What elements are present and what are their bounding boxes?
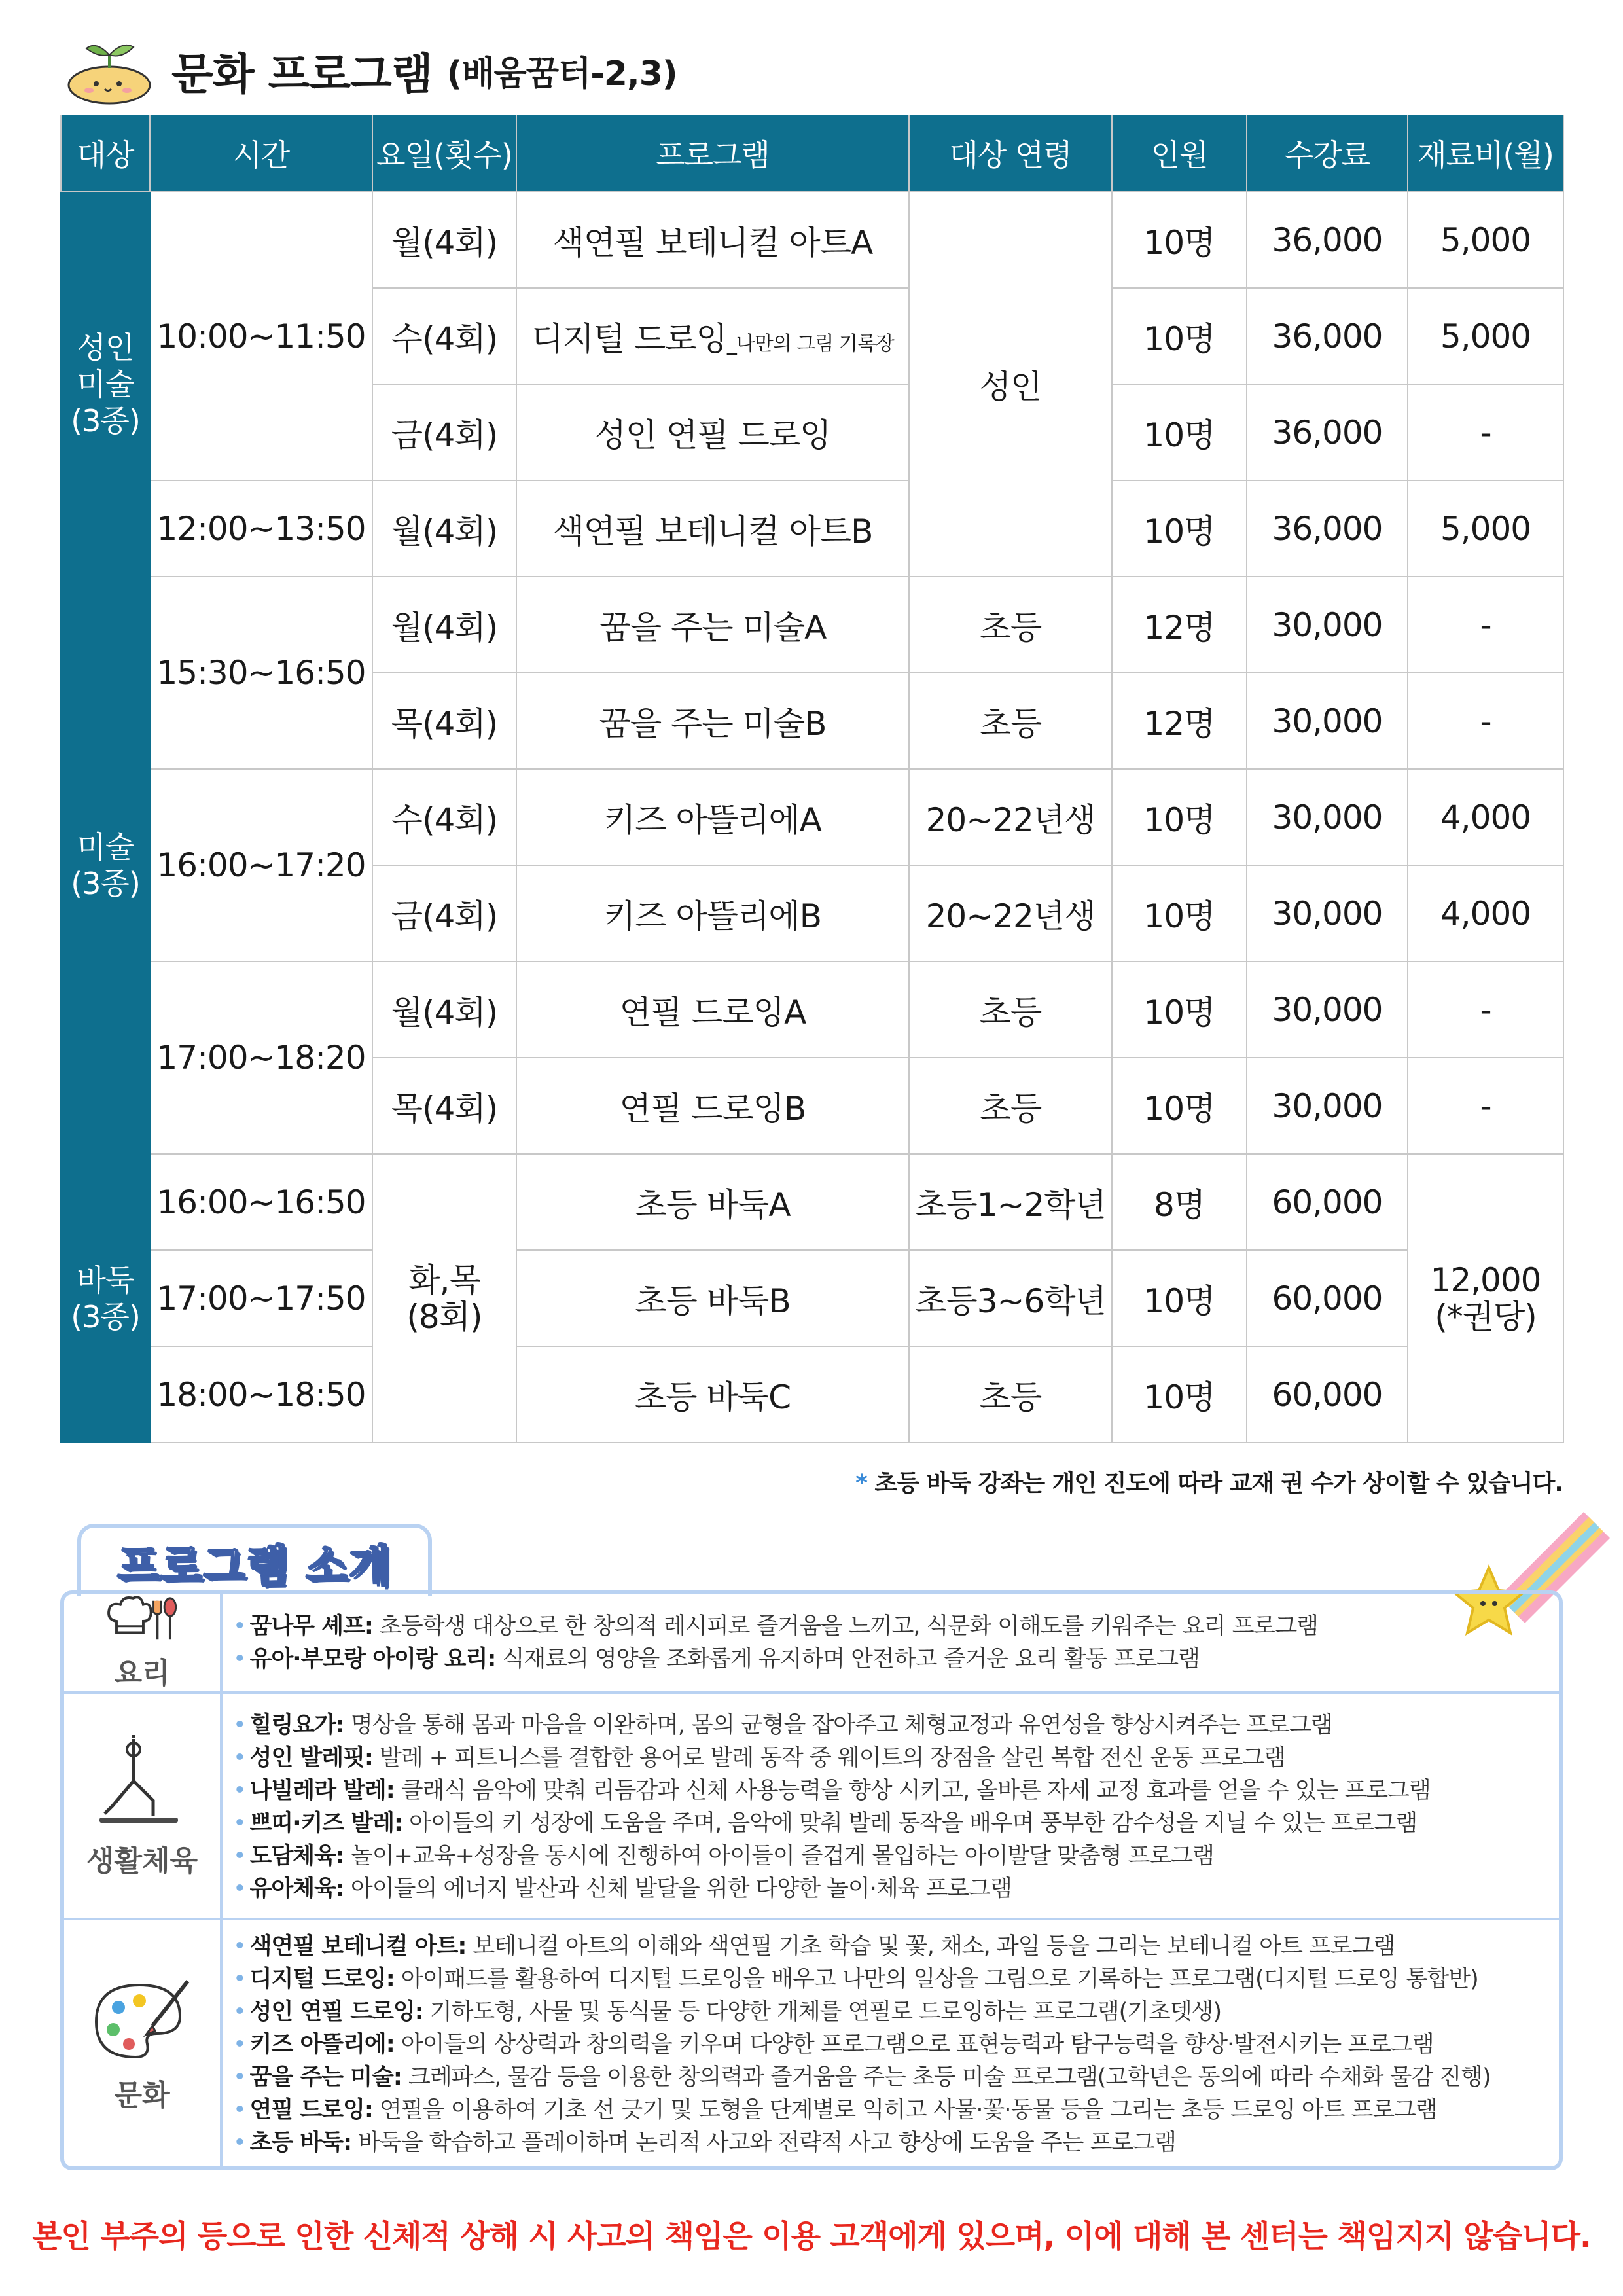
program-cell: 초등 바둑B bbox=[516, 1250, 909, 1346]
people-cell: 10명 bbox=[1112, 1058, 1247, 1154]
day-cell: 화,목 (8회) bbox=[372, 1154, 516, 1443]
day-cell: 수(4회) bbox=[372, 769, 516, 865]
material-cell: 4,000 bbox=[1408, 769, 1563, 865]
age-cell: 20~22년생 bbox=[909, 769, 1112, 865]
material-cell: 4,000 bbox=[1408, 865, 1563, 961]
item-desc: 아이들의 에너지 발산과 신체 발달을 위한 다양한 놀이·체육 프로그램 bbox=[351, 1876, 1012, 1902]
day-cell: 목(4회) bbox=[372, 673, 516, 769]
program-cell: 꿈을 주는 미술B bbox=[516, 673, 909, 769]
yoga-pose-icon bbox=[93, 1735, 191, 1833]
table-footnote bbox=[855, 1465, 1563, 1498]
time-cell: 16:00~17:20 bbox=[150, 769, 372, 961]
material-cell: 12,000 (*권당) bbox=[1408, 1154, 1563, 1443]
people-cell: 10명 bbox=[1112, 961, 1247, 1058]
header-material: 재료비(월) bbox=[1408, 115, 1563, 192]
day-cell: 월(4회) bbox=[372, 961, 516, 1058]
people-cell: 10명 bbox=[1112, 384, 1247, 480]
program-cell bbox=[516, 288, 909, 384]
time-cell: 18:00~18:50 bbox=[150, 1346, 372, 1443]
program-cell: 키즈 아뜰리에B bbox=[516, 865, 909, 961]
item-desc: 아이들의 상상력과 창의력을 키우며 다양한 프로그램으로 표현능력과 탐구능력을 향상·발전시키는 프로그램 bbox=[401, 2032, 1434, 2058]
people-cell: 8명 bbox=[1112, 1154, 1247, 1250]
section-label: 요리 bbox=[114, 1657, 170, 1690]
people-cell: 10명 bbox=[1112, 865, 1247, 961]
list-item: • 꿈나무 셰프: 초등학생 대상으로 한 창의적 레시피로 즐거움을 느끼고, 식문화 이해도를 키워주는 요리 프로그램 bbox=[233, 1613, 1318, 1640]
fee-cell: 30,000 bbox=[1247, 577, 1408, 673]
header-target: 대상 bbox=[61, 115, 150, 192]
category-baduk: 바둑 (3종) bbox=[61, 1154, 150, 1443]
item-name: 꿈나무 셰프: bbox=[249, 1613, 373, 1640]
material-cell: - bbox=[1408, 577, 1563, 673]
item-name: 꿈을 주는 미술: bbox=[249, 2064, 402, 2090]
intro-tab bbox=[77, 1524, 432, 1596]
day-cell: 월(4회) bbox=[372, 192, 516, 288]
section-lines bbox=[233, 1594, 1546, 1691]
header-people: 인원 bbox=[1112, 115, 1247, 192]
time-cell: 17:00~17:50 bbox=[150, 1250, 372, 1346]
header-day: 요일(횟수) bbox=[372, 115, 516, 192]
item-desc: 명상을 통해 몸과 마음을 이완하며, 몸의 균형을 잡아주고 체형교정과 유연성을 향상시켜주는 프로그램 bbox=[351, 1712, 1332, 1738]
list-item: • 초등 바둑: 바둑을 학습하고 플레이하며 논리적 사고와 전략적 사고 향상에 도움을 주는 프로그램 bbox=[233, 2130, 1176, 2156]
program-cell: 초등 바둑C bbox=[516, 1346, 909, 1443]
age-cell: 초등 bbox=[909, 1058, 1112, 1154]
day-cell: 금(4회) bbox=[372, 384, 516, 480]
fee-cell: 60,000 bbox=[1247, 1250, 1408, 1346]
time-cell: 12:00~13:50 bbox=[150, 480, 372, 577]
fee-cell: 30,000 bbox=[1247, 673, 1408, 769]
list-item: • 성인 연필 드로잉: 기하도형, 사물 및 동식물 등 다양한 개체를 연필로 드로잉하는 프로그램(기초뎃생) bbox=[233, 1999, 1222, 2025]
table-header-row bbox=[61, 115, 1563, 192]
age-cell: 초등 bbox=[909, 673, 1112, 769]
item-desc: 연필을 이용하여 기초 선 긋기 및 도형을 단계별로 익히고 사물·꽃·동물 등을 그리는 초등 드로잉 아트 프로그램 bbox=[380, 2097, 1437, 2123]
material-cell: - bbox=[1408, 673, 1563, 769]
item-desc: 아이들의 키 성장에 도움을 주며, 음악에 맞춰 발레 동작을 배우며 풍부한 감수성을 지닐 수 있는 프로그램 bbox=[409, 1810, 1418, 1837]
material-cell: 5,000 bbox=[1408, 288, 1563, 384]
time-cell: 15:30~16:50 bbox=[150, 577, 372, 769]
header-fee: 수강료 bbox=[1247, 115, 1408, 192]
paint-palette-icon bbox=[90, 1976, 194, 2068]
item-name: 유아·부모랑 아이랑 요리: bbox=[249, 1646, 496, 1672]
program-cell: 색연필 보테니컬 아트B bbox=[516, 480, 909, 577]
material-cell: - bbox=[1408, 384, 1563, 480]
list-item: • 연필 드로잉: 연필을 이용하여 기초 선 긋기 및 도형을 단계별로 익히고 사물·꽃·동물 등을 그리는 초등 드로잉 아트 프로그램 bbox=[233, 2097, 1437, 2123]
item-name: 힐링요가: bbox=[249, 1712, 344, 1738]
people-cell: 10명 bbox=[1112, 192, 1247, 288]
program-cell: 성인 연필 드로잉 bbox=[516, 384, 909, 480]
item-name: 디지털 드로잉: bbox=[249, 1966, 395, 1992]
fee-cell: 60,000 bbox=[1247, 1346, 1408, 1443]
list-item: • 쁘띠·키즈 발레: 아이들의 키 성장에 도움을 주며, 음악에 맞춰 발레 동작을 배우며 풍부한 감수성을 지닐 수 있는 프로그램 bbox=[233, 1810, 1418, 1837]
age-cell: 초등3~6학년 bbox=[909, 1250, 1112, 1346]
people-cell: 10명 bbox=[1112, 769, 1247, 865]
material-cell: - bbox=[1408, 1058, 1563, 1154]
table-row bbox=[61, 577, 1563, 673]
schedule-table bbox=[60, 115, 1564, 1443]
day-cell: 목(4회) bbox=[372, 1058, 516, 1154]
intro-section-cooking bbox=[64, 1594, 1559, 1691]
age-cell: 초등 bbox=[909, 1346, 1112, 1443]
day-cell: 월(4회) bbox=[372, 480, 516, 577]
fee-cell: 36,000 bbox=[1247, 480, 1408, 577]
list-item: • 디지털 드로잉: 아이패드를 활용하여 디지털 드로잉을 배우고 나만의 일상을 그림으로 기록하는 프로그램(디지털 드로잉 통합반) bbox=[233, 1966, 1478, 1992]
list-item: • 성인 발레핏: 발레 + 피트니스를 결합한 용어로 발레 동작 중 웨이트의 장점을 살린 복합 전신 운동 프로그램 bbox=[233, 1745, 1286, 1771]
fee-cell: 36,000 bbox=[1247, 288, 1408, 384]
item-name: 초등 바둑: bbox=[249, 2130, 352, 2156]
header-age: 대상 연령 bbox=[909, 115, 1112, 192]
program-cell: 꿈을 주는 미술A bbox=[516, 577, 909, 673]
program-name: 디지털 드로잉 bbox=[531, 319, 727, 358]
fee-cell: 36,000 bbox=[1247, 192, 1408, 288]
item-name: 키즈 아뜰리에: bbox=[249, 2032, 395, 2058]
page-title: 문화 프로그램 bbox=[171, 48, 433, 99]
page-subtitle: (배움꿈터-2,3) bbox=[446, 54, 677, 94]
section-label: 생활체육 bbox=[86, 1844, 198, 1878]
table-row bbox=[61, 192, 1563, 288]
program-cell: 색연필 보테니컬 아트A bbox=[516, 192, 909, 288]
intro-box bbox=[60, 1590, 1563, 2170]
table-row bbox=[61, 480, 1563, 577]
table-row bbox=[61, 1250, 1563, 1346]
item-desc: 크레파스, 물감 등을 이용한 창의력과 즐거움을 주는 초등 미술 프로그램(고학년은 동의에 따라 수채화 물감 진행) bbox=[408, 2064, 1491, 2090]
chef-hat-icon bbox=[103, 1594, 181, 1645]
item-desc: 기하도형, 사물 및 동식물 등 다양한 개체를 연필로 드로잉하는 프로그램(기초뎃생) bbox=[429, 1999, 1222, 2025]
material-cell: - bbox=[1408, 961, 1563, 1058]
fee-cell: 60,000 bbox=[1247, 1154, 1408, 1250]
program-cell: 초등 바둑A bbox=[516, 1154, 909, 1250]
age-cell: 초등1~2학년 bbox=[909, 1154, 1112, 1250]
material-cell: 5,000 bbox=[1408, 192, 1563, 288]
liability-warning: 본인 부주의 등으로 인한 신체적 상해 시 사고의 책임은 이용 고객에게 있으며, 이에 대해 본 센터는 책임지지 않습니다. bbox=[32, 2219, 1591, 2255]
list-item: • 힐링요가: 명상을 통해 몸과 마음을 이완하며, 몸의 균형을 잡아주고 체형교정과 유연성을 향상시켜주는 프로그램 bbox=[233, 1712, 1332, 1738]
item-name: 도담체육: bbox=[249, 1843, 344, 1869]
program-cell: 키즈 아뜰리에A bbox=[516, 769, 909, 865]
section-lines bbox=[233, 1694, 1546, 1920]
list-item: • 유아·부모랑 아이랑 요리: 식재료의 영양을 조화롭게 유지하며 안전하고 즐거운 요리 활동 프로그램 bbox=[233, 1646, 1200, 1672]
category-art: 미술 (3종) bbox=[61, 577, 150, 1154]
item-name: 유아체육: bbox=[249, 1876, 344, 1902]
item-desc: 클래식 음악에 맞춰 리듬감과 신체 사용능력을 향상 시키고, 올바른 자세 교정 효과를 얻을 수 있는 프로그램 bbox=[401, 1778, 1431, 1804]
table-row bbox=[61, 1346, 1563, 1443]
item-name: 연필 드로잉: bbox=[249, 2097, 373, 2123]
item-name: 쁘띠·키즈 발레: bbox=[249, 1810, 402, 1837]
fee-cell: 36,000 bbox=[1247, 384, 1408, 480]
item-desc: 초등학생 대상으로 한 창의적 레시피로 즐거움을 느끼고, 식문화 이해도를 키워주는 요리 프로그램 bbox=[380, 1613, 1318, 1640]
page-header bbox=[60, 34, 677, 106]
header-program: 프로그램 bbox=[516, 115, 909, 192]
intro-section-culture bbox=[64, 1918, 1559, 2169]
people-cell: 10명 bbox=[1112, 480, 1247, 577]
intro-tab-label: 프로그램 소개 bbox=[117, 1540, 392, 1591]
day-cell: 금(4회) bbox=[372, 865, 516, 961]
fee-cell: 30,000 bbox=[1247, 865, 1408, 961]
section-icon-cell bbox=[64, 1594, 223, 1691]
program-cell: 연필 드로잉A bbox=[516, 961, 909, 1058]
item-desc: 식재료의 영양을 조화롭게 유지하며 안전하고 즐거운 요리 활동 프로그램 bbox=[502, 1646, 1200, 1672]
list-item: • 꿈을 주는 미술: 크레파스, 물감 등을 이용한 창의력과 즐거움을 주는 초등 미술 프로그램(고학년은 동의에 따라 수채화 물감 진행) bbox=[233, 2064, 1491, 2090]
item-name: 성인 발레핏: bbox=[249, 1745, 373, 1771]
people-cell: 10명 bbox=[1112, 1250, 1247, 1346]
item-desc: 놀이+교육+성장을 동시에 진행하여 아이들이 즐겁게 몰입하는 아이발달 맞춤형 프로그램 bbox=[351, 1843, 1214, 1869]
sprout-mascot-icon bbox=[60, 34, 158, 106]
item-name: 색연필 보테니컬 아트: bbox=[249, 1933, 467, 1960]
list-item: • 도담체육: 놀이+교육+성장을 동시에 진행하여 아이들이 즐겁게 몰입하는 아이발달 맞춤형 프로그램 bbox=[233, 1843, 1214, 1869]
program-cell: 연필 드로잉B bbox=[516, 1058, 909, 1154]
fee-cell: 30,000 bbox=[1247, 1058, 1408, 1154]
item-desc: 바둑을 학습하고 플레이하며 논리적 사고와 전략적 사고 향상에 도움을 주는 프로그램 bbox=[358, 2130, 1176, 2156]
time-cell: 10:00~11:50 bbox=[150, 192, 372, 480]
item-desc: 아이패드를 활용하여 디지털 드로잉을 배우고 나만의 일상을 그림으로 기록하는 프로그램(디지털 드로잉 통합반) bbox=[401, 1966, 1478, 1992]
item-name: 나빌레라 발레: bbox=[249, 1778, 395, 1804]
table-row bbox=[61, 769, 1563, 865]
table-row bbox=[61, 1154, 1563, 1250]
program-subtitle: _나만의 그림 기록장 bbox=[726, 332, 894, 355]
material-cell: 5,000 bbox=[1408, 480, 1563, 577]
list-item: • 색연필 보테니컬 아트: 보테니컬 아트의 이해와 색연필 기초 학습 및 꽃, 채소, 과일 등을 그리는 보테니컬 아트 프로그램 bbox=[233, 1933, 1395, 1960]
header-time: 시간 bbox=[150, 115, 372, 192]
people-cell: 12명 bbox=[1112, 673, 1247, 769]
people-cell: 10명 bbox=[1112, 288, 1247, 384]
section-label: 문화 bbox=[114, 2079, 170, 2112]
fee-cell: 30,000 bbox=[1247, 961, 1408, 1058]
day-cell: 수(4회) bbox=[372, 288, 516, 384]
category-adult-art: 성인 미술 (3종) bbox=[61, 192, 150, 577]
item-name: 성인 연필 드로잉: bbox=[249, 1999, 423, 2025]
day-cell: 월(4회) bbox=[372, 577, 516, 673]
age-cell: 초등 bbox=[909, 961, 1112, 1058]
list-item: • 나빌레라 발레: 클래식 음악에 맞춰 리듬감과 신체 사용능력을 향상 시키고, 올바른 자세 교정 효과를 얻을 수 있는 프로그램 bbox=[233, 1778, 1431, 1804]
list-item: • 키즈 아뜰리에: 아이들의 상상력과 창의력을 키우며 다양한 프로그램으로 표현능력과 탐구능력을 향상·발전시키는 프로그램 bbox=[233, 2032, 1434, 2058]
people-cell: 12명 bbox=[1112, 577, 1247, 673]
item-desc: 발레 + 피트니스를 결합한 용어로 발레 동작 중 웨이트의 장점을 살린 복합 전신 운동 프로그램 bbox=[380, 1745, 1286, 1771]
people-cell: 10명 bbox=[1112, 1346, 1247, 1443]
footnote-text: 초등 바둑 강좌는 개인 진도에 따라 교재 권 수가 상이할 수 있습니다. bbox=[874, 1470, 1563, 1497]
age-cell: 20~22년생 bbox=[909, 865, 1112, 961]
age-cell: 성인 bbox=[909, 192, 1112, 577]
intro-section-sports bbox=[64, 1691, 1559, 1920]
section-lines bbox=[233, 1920, 1546, 2169]
age-cell: 초등 bbox=[909, 577, 1112, 673]
footnote-star: * bbox=[855, 1470, 867, 1497]
list-item: • 유아체육: 아이들의 에너지 발산과 신체 발달을 위한 다양한 놀이·체육 프로그램 bbox=[233, 1876, 1012, 1902]
time-cell: 17:00~18:20 bbox=[150, 961, 372, 1154]
fee-cell: 30,000 bbox=[1247, 769, 1408, 865]
time-cell: 16:00~16:50 bbox=[150, 1154, 372, 1250]
section-icon-cell bbox=[64, 1920, 223, 2169]
section-icon-cell bbox=[64, 1694, 223, 1920]
table-row bbox=[61, 961, 1563, 1058]
item-desc: 보테니컬 아트의 이해와 색연필 기초 학습 및 꽃, 채소, 과일 등을 그리는 보테니컬 아트 프로그램 bbox=[473, 1933, 1395, 1960]
